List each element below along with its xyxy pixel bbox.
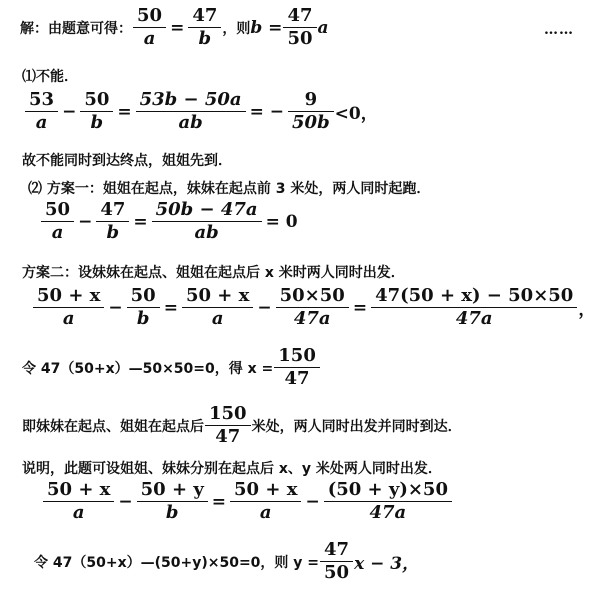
b-equals: b = — [250, 17, 283, 38]
frac-47-over-50: $\frac{47}{50}$ — [285, 6, 314, 49]
equation-4: $\frac{50 + x}{a}$ − $\frac{50 + y}{b}$ = $\frac{50 + x}{a}$ − $\frac{(50 + y)\times 50}{47a}$ — [42, 480, 453, 523]
ellipsis: …… — [544, 22, 574, 38]
equation-2: $\frac{50}{a}$ − $\frac{47}{b}$ = $\frac{50b - 47a}{ab}$ = 0 — [40, 200, 301, 243]
let-1: 令 47（50+x）—50×50=0，得 x = $\frac{150}{47}$ — [22, 346, 321, 389]
plan-2: 方案二：设妹妹在起点、姐姐在起点后 x 米时两人同时出发． — [22, 265, 405, 281]
conclusion-1: 故不能同时到达终点，姐姐先到． — [22, 153, 232, 169]
note-line: 说明，此题可设姐姐、妹妹分别在起点后 x、y 米处两人同时出发． — [22, 461, 442, 477]
answer-line: 即妹妹在起点、姐姐在起点后 $\frac{150}{47}$ 米处，两人同时出发并同时到达． — [22, 403, 462, 447]
setup-prefix: 解：由题意可得： — [20, 20, 132, 37]
equation-1: $\frac{53}{a}$ − $\frac{50}{b}$ = $\frac{53b - 50a}{ab}$ = − $\frac{9}{50b}$ <0， — [24, 90, 378, 133]
let-2: 令 47（50+x）—(50+y)×50=0，则 y = $\frac{47}{50}$ x − 3， — [34, 539, 420, 583]
line-setup: 解：由题意可得： $\frac{50}{a}$ = $\frac{47}{b}$ ，则 b = $\frac{47}{50}$ a — [20, 5, 329, 49]
part2-heading: ⑵ 方案一：姐姐在起点，妹妹在起点前 3 米处，两人同时起跑． — [28, 181, 431, 197]
equation-3: $\frac{50 + x}{a}$ − $\frac{50}{b}$ = $\frac{50 + x}{a}$ − $\frac{50\times 50}{47a}$ = $\frac{47(50 + x) - 50\times 50}{47a}$ ， — [32, 286, 595, 329]
part1-heading: ⑴不能． — [22, 69, 78, 85]
frac-47-over-b: $\frac{47}{b}$ — [190, 6, 219, 49]
frac-50-over-a: $\frac{50}{a}$ — [135, 6, 164, 49]
